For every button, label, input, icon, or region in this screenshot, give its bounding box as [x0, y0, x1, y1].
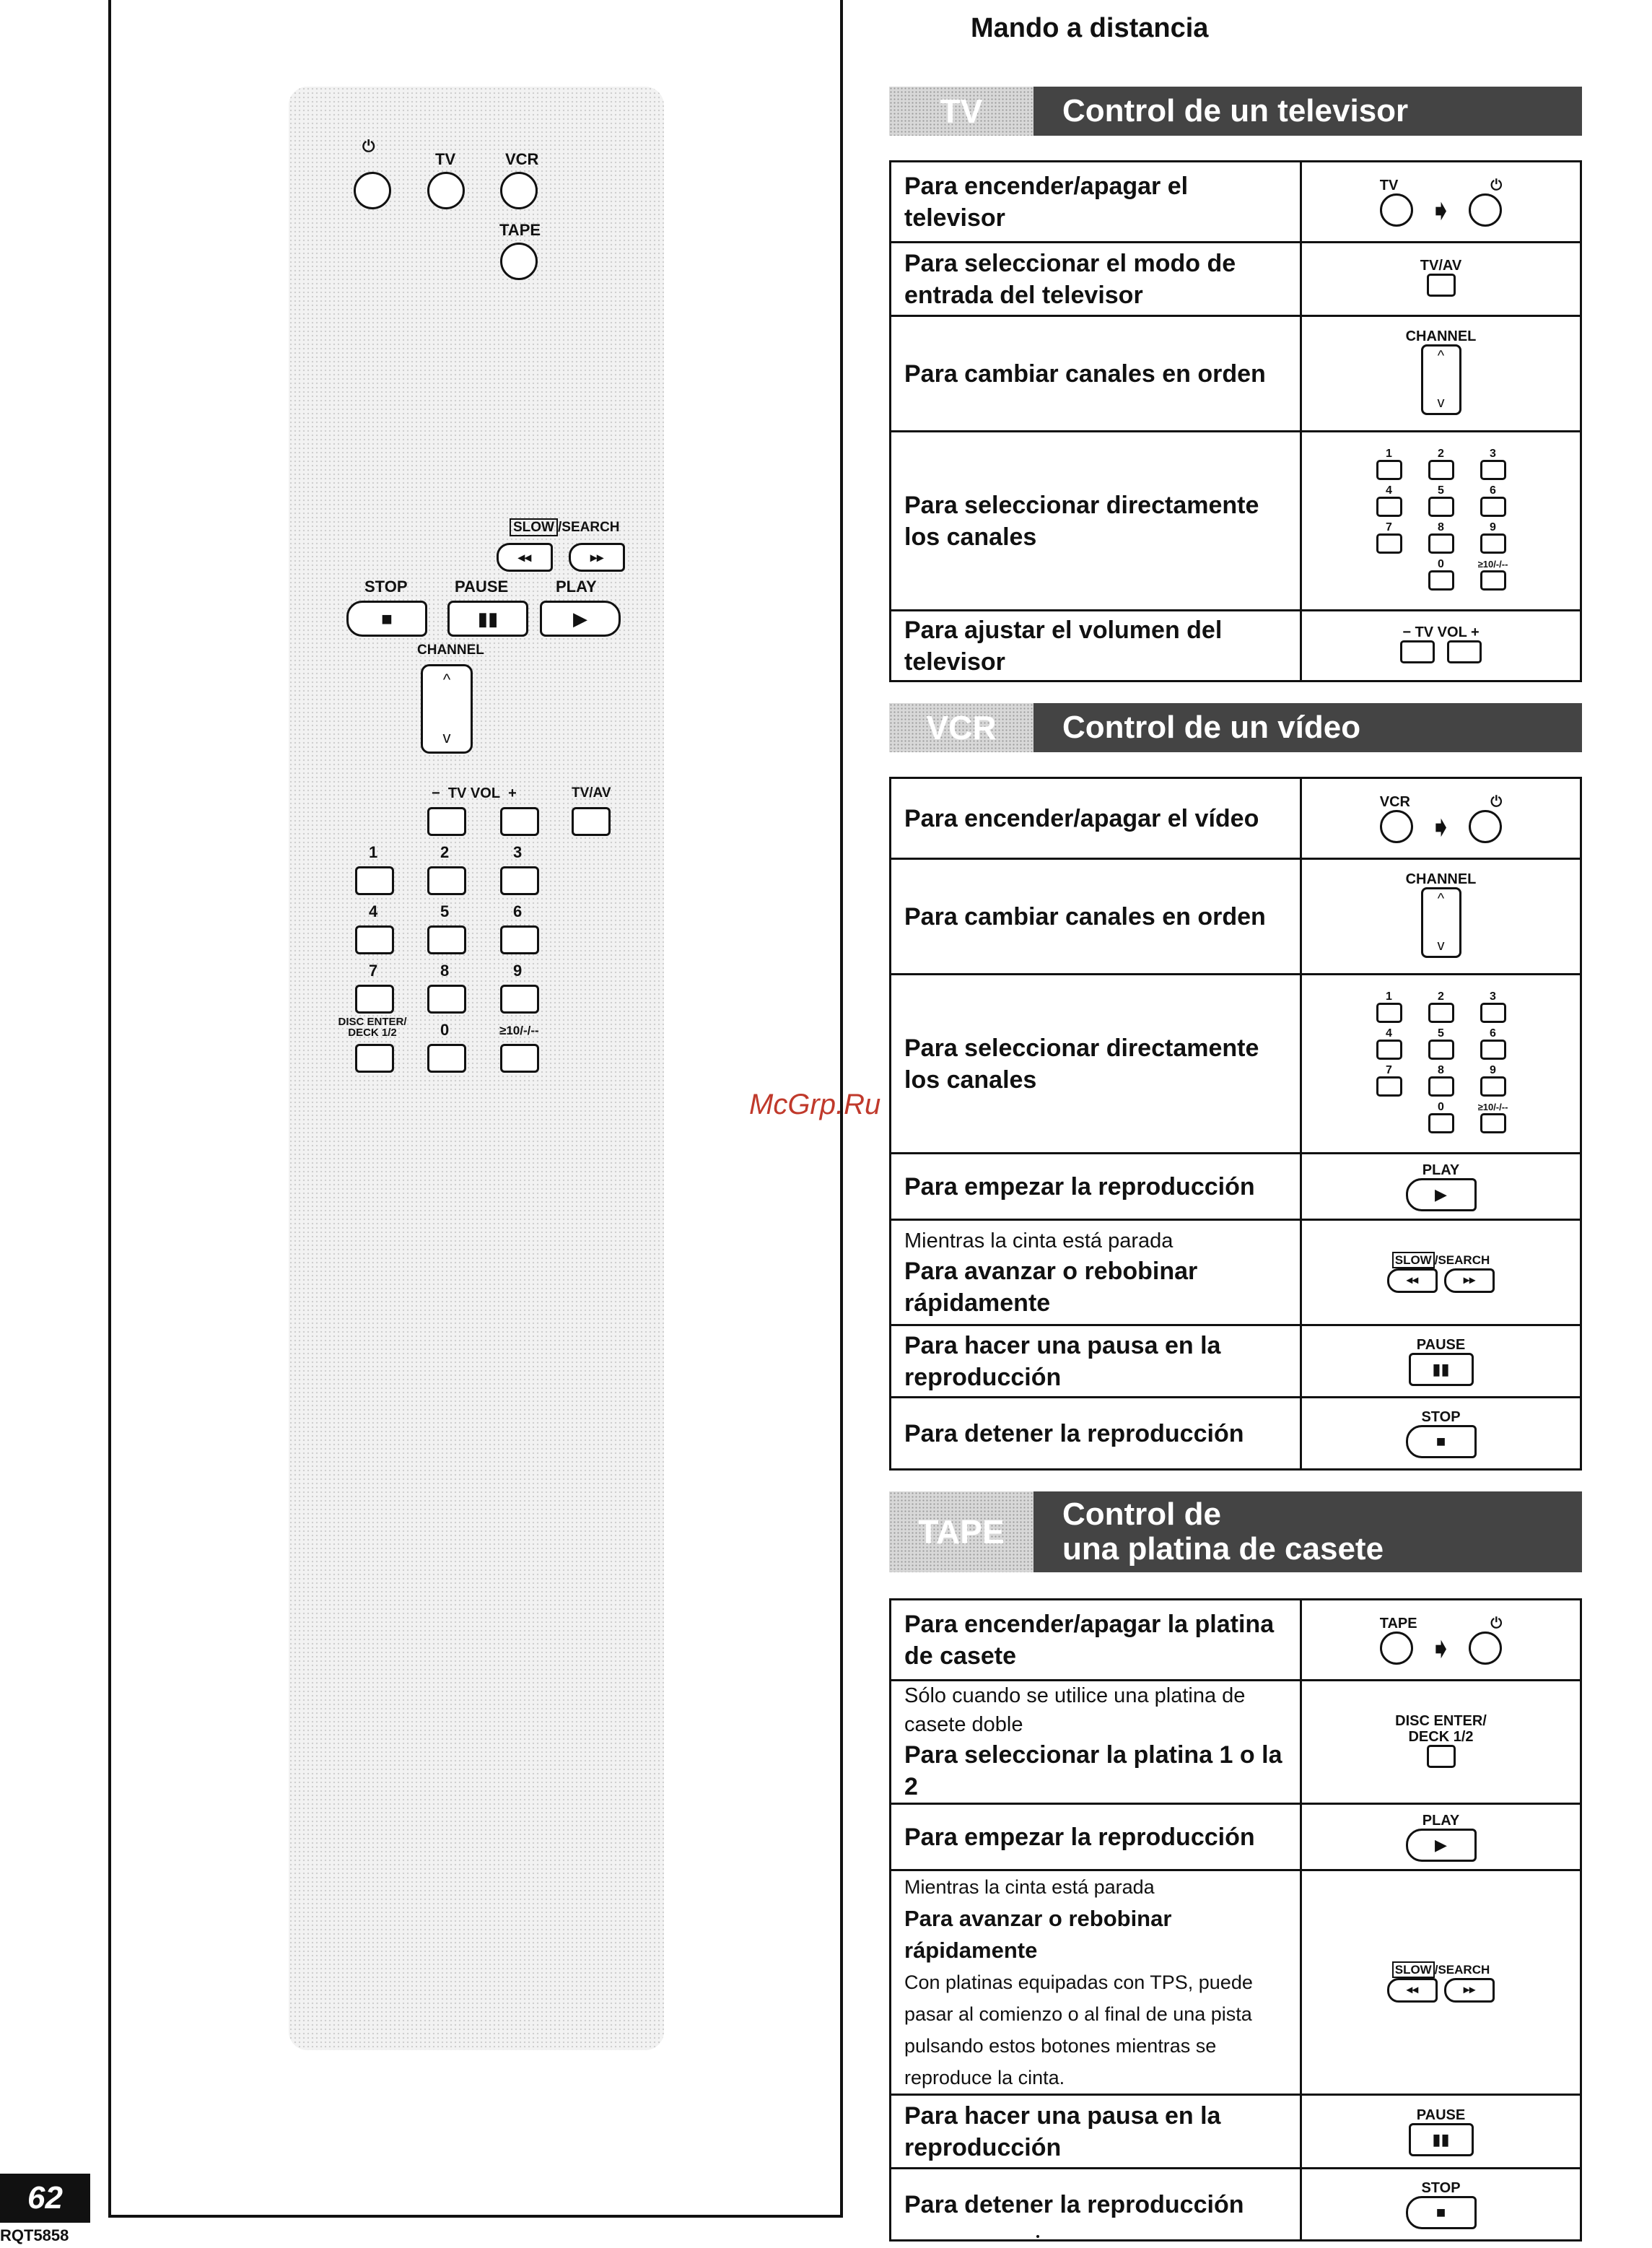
- row-desc: Para empezar la reproducción: [891, 1154, 1301, 1220]
- key-icon: [1480, 533, 1506, 554]
- key: [1363, 448, 1415, 484]
- key-label: 9: [1490, 520, 1496, 533]
- remote-illustration: [289, 87, 664, 2050]
- tv-section-tag: TV: [889, 87, 1033, 136]
- table-row: [891, 859, 1581, 975]
- remote-vol-down-button[interactable]: [427, 807, 466, 836]
- disc-enter-text: DISC ENTER/: [338, 1016, 407, 1028]
- search-label: /SEARCH: [1434, 1963, 1490, 1977]
- remote-digit-button[interactable]: [500, 985, 539, 1014]
- remote-digit-label: 3: [513, 843, 523, 861]
- key: [1363, 991, 1415, 1027]
- table-row: [891, 1681, 1581, 1804]
- row-desc: Para detener la reproducción: [891, 1398, 1301, 1470]
- remote-slow-label: SLOW: [510, 518, 558, 536]
- tv-section-banner: [889, 87, 1582, 136]
- table-row: [891, 2095, 1581, 2169]
- deck-text: DECK 1/2: [348, 1027, 397, 1039]
- tv-label: TV: [1379, 177, 1399, 193]
- row-desc: Para empezar la reproducción: [891, 1804, 1301, 1870]
- row-desc: Para seleccionar el modo de entrada del televisor: [891, 243, 1301, 316]
- table-row: [891, 162, 1581, 243]
- remote-power-label: ⏻: [362, 137, 375, 155]
- slow-label: SLOW: [1392, 1252, 1435, 1268]
- power-symbol-label: ⏻: [1490, 793, 1503, 810]
- remote-search-label: /SEARCH: [558, 520, 620, 535]
- remote-tv-label: TV: [435, 150, 456, 168]
- rewind-icon: ◂◂: [1387, 1978, 1438, 2003]
- key-empty: [1363, 559, 1415, 594]
- key: [1363, 1065, 1415, 1100]
- remote-digit-button[interactable]: [355, 866, 394, 895]
- pause-icon-cell: [1301, 1325, 1581, 1398]
- tape-section-title: [1062, 1491, 1384, 1572]
- document-code: RQT5858: [0, 2226, 69, 2244]
- remote-channel-down-icon[interactable]: v: [442, 728, 451, 746]
- key-icon: [1428, 1003, 1454, 1023]
- key-icon: [1480, 1040, 1506, 1060]
- volume-label: − TV VOL +: [1402, 624, 1480, 640]
- vcr-section-title: Control de un vídeo: [1062, 710, 1361, 745]
- deck-button-icon: [1427, 1745, 1456, 1768]
- tape-control-table: [889, 1598, 1582, 2242]
- table-row: [891, 975, 1581, 1154]
- key-icon: [1428, 460, 1454, 480]
- channel-label: CHANNEL: [1405, 871, 1477, 887]
- remote-tv-button[interactable]: [427, 172, 465, 209]
- row-note-2: Con platinas equipadas con TPS, puede pasar al comienzo o al final de una pista pulsando estos botones mientras se reproduce la cinta.: [904, 1972, 1253, 2088]
- row-desc: Para hacer una pausa en la reproducción: [891, 2095, 1301, 2169]
- tv-power-sequence: [1380, 178, 1503, 227]
- row-desc: [891, 1681, 1301, 1804]
- row-desc: Para seleccionar directamente los canales: [891, 975, 1301, 1154]
- key: [1415, 1028, 1467, 1063]
- power-icon-cell: [1301, 162, 1581, 243]
- vol-plus-label: +: [508, 785, 517, 801]
- table-row: [891, 1398, 1581, 1470]
- remote-digit-button[interactable]: [427, 925, 466, 954]
- chevron-up-icon: ^: [1437, 891, 1445, 907]
- key-icon: [1376, 1040, 1402, 1060]
- channel-rocker-icon: [1421, 344, 1461, 415]
- key-icon: [1428, 497, 1454, 517]
- remote-play-button[interactable]: ▶: [540, 601, 621, 637]
- remote-disc-enter-label: [338, 1016, 407, 1038]
- play-label: PLAY: [1422, 1162, 1460, 1178]
- pause-label: PAUSE: [1416, 1336, 1466, 1353]
- tape-section-banner: [889, 1491, 1582, 1572]
- stop-label: STOP: [1421, 1408, 1461, 1425]
- key: [1415, 1065, 1467, 1100]
- key: [1467, 991, 1519, 1027]
- key: [1467, 522, 1519, 557]
- deck-icon-cell: [1301, 1681, 1581, 1804]
- row-desc: Para seleccionar directamente los canales: [891, 432, 1301, 611]
- arrow-right-icon: ➧: [1428, 1632, 1454, 1665]
- table-row: [891, 778, 1581, 859]
- key: [1415, 448, 1467, 484]
- key-label: ≥10/-/--: [1477, 1101, 1508, 1112]
- play-icon: ▶: [1406, 1178, 1477, 1211]
- key-icon: [1376, 533, 1402, 554]
- remote-digit-button[interactable]: [500, 866, 539, 895]
- slow-search-label: [1302, 1252, 1580, 1268]
- table-row: [891, 316, 1581, 432]
- tape-button-icon: [1380, 1631, 1413, 1665]
- table-row: [891, 2169, 1581, 2241]
- key: [1415, 1102, 1467, 1137]
- tv-button-icon: [1380, 193, 1413, 227]
- pause-icon: ▮▮: [1409, 1353, 1474, 1386]
- row-desc: [891, 1870, 1301, 2095]
- remote-stop-button[interactable]: ■: [346, 601, 427, 637]
- chevron-down-icon: v: [1437, 395, 1445, 411]
- power-button-icon: [1469, 810, 1502, 843]
- key-label: 2: [1438, 447, 1444, 460]
- power-symbol-label: ⏻: [1490, 1615, 1503, 1631]
- tvav-button-icon: [1427, 274, 1456, 297]
- key-icon: [1428, 1040, 1454, 1060]
- slow-label: SLOW: [1392, 1961, 1435, 1978]
- key-label: 4: [1386, 1027, 1392, 1040]
- table-row: [891, 1220, 1581, 1325]
- remote-zero-label: 0: [440, 1021, 450, 1039]
- row-desc: Para encender/apagar la platina de casete: [891, 1600, 1301, 1681]
- row-desc: [891, 1220, 1301, 1325]
- tape-title-line1: Control de: [1062, 1497, 1221, 1532]
- remote-channel-up-icon[interactable]: ^: [442, 671, 451, 689]
- key: [1467, 1028, 1519, 1063]
- stop-label: STOP: [1421, 2179, 1461, 2196]
- key: [1415, 559, 1467, 594]
- fastforward-icon: ▸▸: [1444, 1268, 1495, 1293]
- remote-stop-label: STOP: [364, 578, 408, 596]
- fastforward-icon: ▸▸: [1444, 1978, 1495, 2003]
- key-label: 9: [1490, 1063, 1496, 1076]
- row-note: Mientras la cinta está parada: [904, 1876, 1155, 1898]
- numbers-icon-cell: [1301, 432, 1581, 611]
- key: [1363, 485, 1415, 520]
- number-keypad-icon: [1302, 448, 1580, 594]
- table-row: [891, 1870, 1581, 2095]
- tape-label: TAPE: [1379, 1615, 1417, 1631]
- remote-tvav-label: TV/AV: [572, 785, 611, 801]
- key-icon: [1376, 1076, 1402, 1097]
- tv-control-table: [889, 160, 1582, 682]
- table-row: [891, 1804, 1581, 1870]
- slow-search-icon-cell: [1301, 1870, 1581, 2095]
- arrow-right-icon: ➧: [1428, 811, 1454, 843]
- row-desc: Para cambiar canales en orden: [891, 859, 1301, 975]
- row-desc: Para detener la reproducción: [891, 2169, 1301, 2241]
- remote-slow-search-label: [510, 520, 620, 536]
- play-icon-cell: [1301, 1154, 1581, 1220]
- tvav-icon-cell: [1301, 243, 1581, 316]
- power-icon-cell: [1301, 1600, 1581, 1681]
- stop-icon-cell: [1301, 1398, 1581, 1470]
- play-label: PLAY: [1422, 1812, 1460, 1829]
- channel-icon-cell: [1301, 316, 1581, 432]
- key: [1467, 1065, 1519, 1100]
- key-label: 1: [1386, 990, 1392, 1003]
- key-label: 5: [1438, 484, 1444, 497]
- tape-title-line2: una platina de casete: [1062, 1531, 1384, 1567]
- key: [1363, 522, 1415, 557]
- watermark: McGrp.Ru: [749, 1089, 881, 1120]
- numbers-icon-cell: [1301, 975, 1581, 1154]
- key: [1415, 991, 1467, 1027]
- power-icon-cell: [1301, 778, 1581, 859]
- key-label: 7: [1386, 520, 1392, 533]
- stop-icon-cell: [1301, 2169, 1581, 2241]
- key-icon: [1480, 497, 1506, 517]
- key-label: 5: [1438, 1027, 1444, 1040]
- chevron-up-icon: ^: [1437, 348, 1445, 364]
- remote-digit-label: 9: [513, 962, 523, 980]
- pause-icon-cell: [1301, 2095, 1581, 2169]
- key: [1467, 559, 1519, 594]
- key-label: 3: [1490, 990, 1496, 1003]
- table-row: [891, 611, 1581, 681]
- remote-rewind-button[interactable]: ◂◂: [497, 543, 553, 572]
- key-empty: [1363, 1102, 1415, 1137]
- remote-digit-label: 5: [440, 902, 450, 920]
- number-keypad-icon: [1302, 991, 1580, 1137]
- pause-label: PAUSE: [1416, 2107, 1466, 2123]
- vcr-section-banner: [889, 703, 1582, 752]
- key: [1415, 522, 1467, 557]
- vcr-control-table: [889, 777, 1582, 1471]
- key-label: 0: [1438, 557, 1444, 570]
- row-desc: Para encender/apagar el televisor: [891, 162, 1301, 243]
- remote-digit-button[interactable]: [355, 925, 394, 954]
- table-row: [891, 432, 1581, 611]
- table-row: [891, 1154, 1581, 1220]
- key-icon: [1376, 1003, 1402, 1023]
- remote-digit-label: 2: [440, 843, 450, 861]
- stop-icon: ■: [1406, 1425, 1477, 1458]
- key-icon: [1480, 570, 1506, 591]
- remote-digit-button[interactable]: [500, 925, 539, 954]
- remote-zero-button[interactable]: [427, 1044, 466, 1073]
- key-icon: [1480, 1076, 1506, 1097]
- remote-digit-label: 1: [369, 843, 378, 861]
- key: [1363, 1028, 1415, 1063]
- remote-digit-label: 6: [513, 902, 523, 920]
- row-desc: Para ajustar el volumen del televisor: [891, 611, 1301, 681]
- row-desc-text: Para avanzar o rebobinar rápidamente: [904, 1257, 1198, 1317]
- key-label: 3: [1490, 447, 1496, 460]
- key-label: 2: [1438, 990, 1444, 1003]
- page-title: Mando a distancia: [971, 13, 1209, 43]
- icon-label-row: [1380, 794, 1503, 810]
- key: [1415, 485, 1467, 520]
- vcr-power-sequence: [1380, 794, 1503, 843]
- vcr-button-icon: [1380, 810, 1413, 843]
- key-label: 8: [1438, 520, 1444, 533]
- slow-search-icon-cell: [1301, 1220, 1581, 1325]
- remote-digit-button[interactable]: [427, 866, 466, 895]
- channel-rocker-icon: [1421, 887, 1461, 958]
- remote-ten-label: ≥10/-/--: [499, 1024, 539, 1037]
- power-button-icon: [1469, 1631, 1502, 1665]
- chevron-down-icon: v: [1437, 938, 1445, 954]
- channel-icon-cell: [1301, 859, 1581, 975]
- remote-vcr-button[interactable]: [500, 172, 538, 209]
- remote-channel-label: CHANNEL: [417, 642, 484, 658]
- remote-tvav-button[interactable]: [572, 807, 611, 836]
- key-label: ≥10/-/--: [1477, 558, 1508, 570]
- remote-play-label: PLAY: [556, 578, 597, 596]
- remote-pause-label: PAUSE: [455, 578, 509, 596]
- arrow-right-icon: ➧: [1428, 194, 1454, 227]
- power-symbol-label: ⏻: [1490, 177, 1503, 193]
- key-label: 8: [1438, 1063, 1444, 1076]
- pause-icon: ▮▮: [1409, 2123, 1474, 2156]
- key-label: 1: [1386, 447, 1392, 460]
- key-icon: [1428, 1113, 1454, 1133]
- key-label: 4: [1386, 484, 1392, 497]
- channel-label: CHANNEL: [1405, 328, 1477, 344]
- vcr-label: VCR: [1379, 793, 1410, 810]
- play-icon: ▶: [1406, 1829, 1477, 1862]
- remote-tape-button[interactable]: [500, 243, 538, 280]
- row-desc: Para cambiar canales en orden: [891, 316, 1301, 432]
- remote-disc-enter-button[interactable]: [355, 1044, 394, 1073]
- row-desc-text: Para avanzar o rebobinar rápidamente: [904, 1906, 1172, 1963]
- rewind-icon: ◂◂: [1387, 1268, 1438, 1293]
- vol-down-icon: [1400, 640, 1435, 663]
- tape-section-tag: TAPE: [889, 1491, 1033, 1572]
- stop-icon: ■: [1406, 2196, 1477, 2229]
- remote-pause-button[interactable]: ▮▮: [447, 601, 528, 637]
- remote-vcr-label: VCR: [505, 150, 539, 168]
- power-button-icon: [1469, 193, 1502, 227]
- remote-tape-label: TAPE: [499, 221, 541, 239]
- volume-icon-cell: [1301, 611, 1581, 681]
- deck-label: DECK 1/2: [1408, 1728, 1474, 1745]
- key-icon: [1480, 1003, 1506, 1023]
- page-number: 62: [0, 2174, 90, 2223]
- remote-vol-up-button[interactable]: [500, 807, 539, 836]
- tvav-label: TV/AV: [1420, 258, 1462, 274]
- tv-section-title: Control de un televisor: [1062, 93, 1409, 128]
- key-icon: [1428, 570, 1454, 591]
- vol-text-label: TV VOL: [447, 785, 501, 801]
- key-label: 6: [1490, 1027, 1496, 1040]
- remote-digit-label: 7: [369, 962, 378, 980]
- slow-search-label: [1302, 1962, 1580, 1978]
- key-icon: [1480, 460, 1506, 480]
- key: [1467, 1102, 1519, 1137]
- remote-power-button[interactable]: [354, 172, 391, 209]
- tape-power-sequence: [1380, 1616, 1503, 1665]
- remote-digit-label: 8: [440, 962, 450, 980]
- remote-fastforward-button[interactable]: ▸▸: [569, 543, 625, 572]
- key: [1467, 485, 1519, 520]
- icon-label-row: [1380, 1616, 1503, 1631]
- vcr-section-tag: VCR: [889, 703, 1033, 752]
- remote-tvvol-label: [432, 785, 517, 802]
- key-label: 6: [1490, 484, 1496, 497]
- row-desc: Para encender/apagar el vídeo: [891, 778, 1301, 859]
- row-note: Mientras la cinta está parada: [904, 1229, 1174, 1252]
- disc-enter-label: DISC ENTER/: [1395, 1712, 1487, 1729]
- table-row: [891, 243, 1581, 316]
- remote-digit-label: 4: [369, 902, 378, 920]
- table-row: [891, 1600, 1581, 1681]
- key-icon: [1376, 460, 1402, 480]
- play-icon-cell: [1301, 1804, 1581, 1870]
- search-label: /SEARCH: [1434, 1252, 1490, 1267]
- key-label: 0: [1438, 1100, 1444, 1113]
- row-desc-text: Para seleccionar la platina 1 o la 2: [904, 1741, 1282, 1800]
- key-icon: [1428, 533, 1454, 554]
- remote-digit-button[interactable]: [427, 985, 466, 1014]
- row-note: Sólo cuando se utilice una platina de casete doble: [904, 1684, 1246, 1736]
- key-icon: [1376, 497, 1402, 517]
- key-label: 7: [1386, 1063, 1392, 1076]
- row-desc: Para hacer una pausa en la reproducción: [891, 1325, 1301, 1398]
- key-icon: [1480, 1113, 1506, 1133]
- vol-up-icon: [1447, 640, 1482, 663]
- remote-digit-button[interactable]: [355, 985, 394, 1014]
- icon-label-row: [1380, 178, 1503, 193]
- vol-minus-label: −: [432, 785, 440, 801]
- remote-ten-button[interactable]: [500, 1044, 539, 1073]
- remote-channel-rocker[interactable]: [421, 664, 473, 754]
- key: [1467, 448, 1519, 484]
- table-row: [891, 1325, 1581, 1398]
- key-icon: [1428, 1076, 1454, 1097]
